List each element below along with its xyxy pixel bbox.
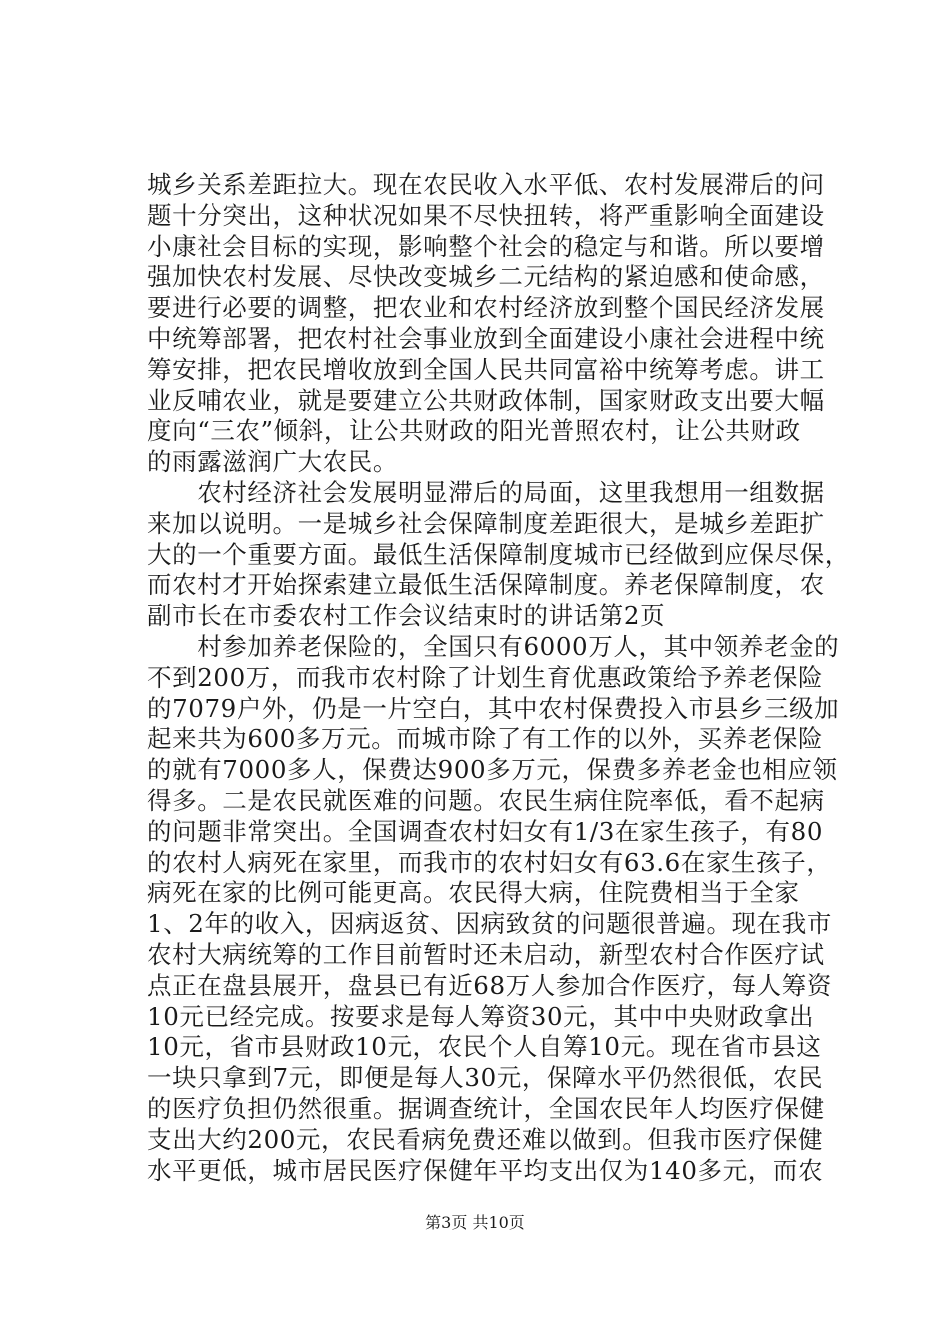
text-line: 中统筹部署，把农村社会事业放到全面建设小康社会进程中统: [147, 323, 825, 353]
text-line: 支出大约200元，农民看病免费还难以做到。但我市医疗保健: [147, 1124, 824, 1154]
text-line: 一块只拿到7元，即便是每人30元，保障水平仍然很低，农民: [147, 1063, 824, 1093]
running-title-line: 副市长在市委农村工作会议结束时的讲话第2页: [147, 601, 666, 631]
text-line: 的农村人病死在家里，而我市的农村妇女有63.6在家生孩子，: [147, 847, 832, 877]
text-line: 水平更低，城市居民医疗保健年平均支出仅为140多元，而农: [147, 1155, 824, 1185]
text-line: 要进行必要的调整，把农业和农村经济放到整个国民经济发展: [147, 293, 825, 323]
page-number-footer: 第3页 共10页: [425, 1213, 525, 1232]
text-line: 的医疗负担仍然很重。据调查统计，全国农民年人均医疗保健: [147, 1093, 825, 1123]
text-line: 而农村才开始探索建立最低生活保障制度。养老保障制度，农: [147, 570, 825, 600]
text-line: 农村大病统筹的工作目前暂时还未启动，新型农村合作医疗试: [147, 939, 825, 969]
text-line: 不到200万，而我市农村除了计划生育优惠政策给予养老保险: [147, 662, 824, 692]
text-line: 度向“三农”倾斜，让公共财政的阳光普照农村，让公共财政: [147, 416, 801, 446]
text-line: 10元已经完成。按要求是每人筹资30元，其中中央财政拿出: [147, 1001, 815, 1031]
text-line: 农村经济社会发展明显滞后的局面，这里我想用一组数据: [147, 477, 825, 507]
text-line: 的7079户外，仍是一片空白，其中农村保费投入市县乡三级加: [147, 693, 840, 723]
text-line: 10元，省市县财政10元，农民个人自筹10元。现在省市县这: [147, 1032, 822, 1062]
text-line: 来加以说明。一是城乡社会保障制度差距很大，是城乡差距扩: [147, 508, 825, 538]
text-line: 的问题非常突出。全国调查农村妇女有1/3在家生孩子，有80: [147, 816, 824, 846]
text-line: 大的一个重要方面。最低生活保障制度城市已经做到应保尽保，: [147, 539, 850, 569]
text-line: 筹安排，把农民增收放到全国人民共同富裕中统筹考虑。讲工: [147, 354, 825, 384]
text-line: 小康社会目标的实现，影响整个社会的稳定与和谐。所以要增: [147, 231, 825, 261]
text-line: 1、2年的收入，因病返贫、因病致贫的问题很普遍。现在我市: [147, 909, 832, 939]
text-line: 村参加养老保险的，全国只有6000万人，其中领养老金的: [147, 631, 840, 661]
text-line: 病死在家的比例可能更高。农民得大病，住院费相当于全家: [147, 878, 800, 908]
text-line: 的雨露滋润广大农民。: [147, 447, 398, 477]
text-line: 题十分突出，这种状况如果不尽快扭转，将严重影响全面建设: [147, 200, 825, 230]
text-line: 城乡关系差距拉大。现在农民收入水平低、农村发展滞后的问: [147, 170, 825, 199]
text-line: 得多。二是农民就医难的问题。农民生病住院率低，看不起病: [147, 785, 825, 815]
text-line: 强加快农村发展、尽快改变城乡二元结构的紧迫感和使命感，: [147, 262, 825, 292]
body-text: [147, 170, 850, 1186]
text-line: 起来共为600多万元。而城市除了有工作的以外，买养老保险: [147, 724, 824, 754]
text-line: 的就有7000多人，保费达900多万元，保费多养老金也相应领: [147, 755, 838, 785]
text-line: 业反哺农业，就是要建立公共财政体制，国家财政支出要大幅: [147, 385, 825, 415]
text-line: 点正在盘县展开，盘县已有近68万人参加合作医疗，每人筹资: [147, 970, 832, 1000]
